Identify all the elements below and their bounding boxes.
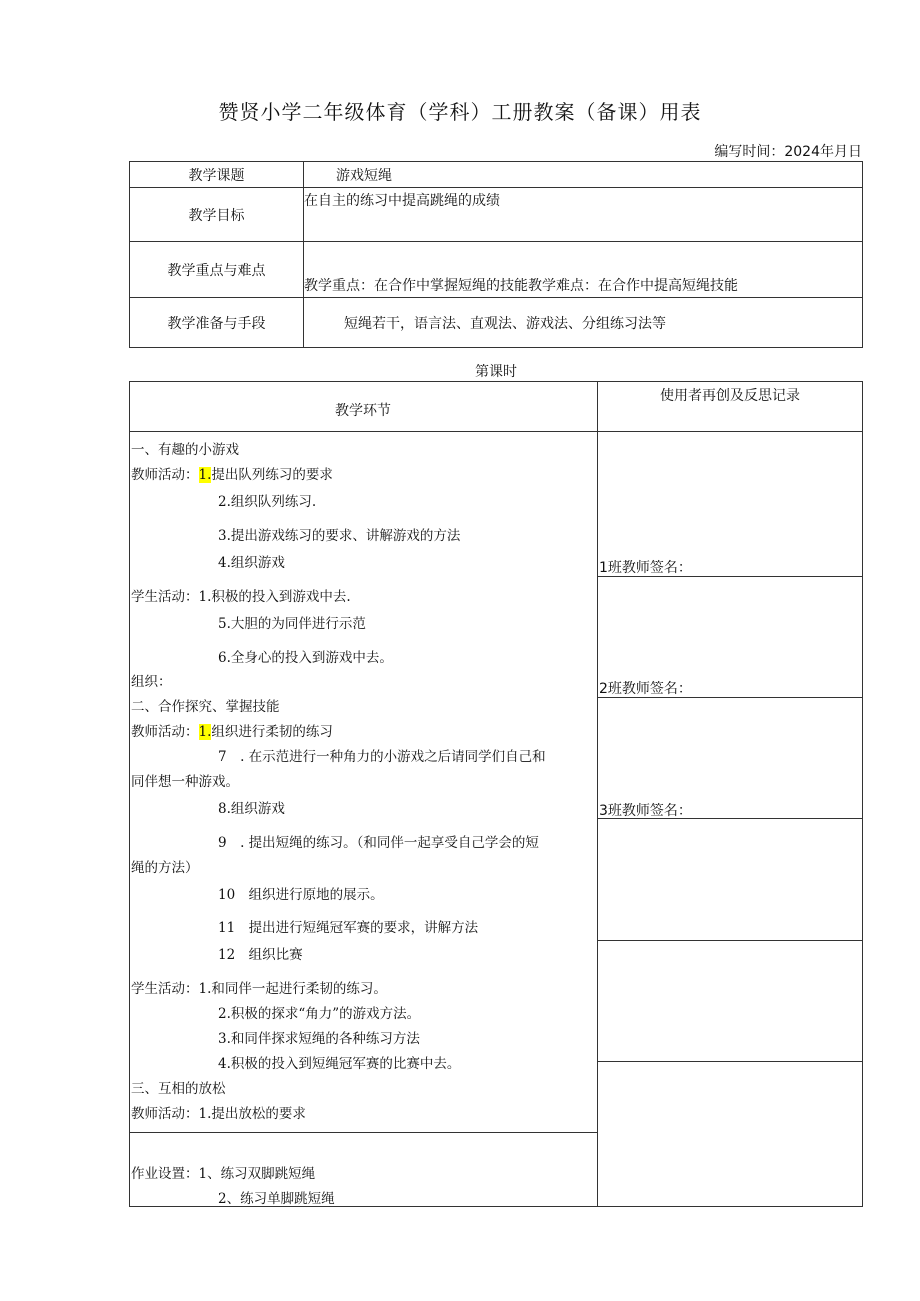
key-point-label: 教学重点： xyxy=(304,278,374,294)
student-activity-2-label: 学生活动： xyxy=(131,981,199,997)
organization-label: 组织： xyxy=(131,674,172,690)
teacher-activity-2-label: 教师活动： xyxy=(131,724,199,740)
frame-right xyxy=(862,381,863,1207)
student-activity-2-item-4: 4.积极的投入到短绳冠军赛的比赛中去。 xyxy=(218,1056,461,1072)
teacher-activity-2 xyxy=(131,720,333,740)
difficulty: 在合作中提高短绳技能 xyxy=(598,278,738,294)
column-divider xyxy=(597,381,598,1207)
reflect-divider-4 xyxy=(597,940,863,941)
student-activity-2-item-3: 3.和同伴探求短绳的各种练习方法 xyxy=(218,1031,420,1047)
student-activity-2 xyxy=(131,977,387,997)
homework-item-1: 1、练习双脚跳短绳 xyxy=(198,1166,316,1182)
prep-value: 短绳若干，语言法、直观法、游戏法、分组练习法等 xyxy=(304,298,863,348)
signature-class-3: 3班教师签名： xyxy=(599,803,692,819)
student-activity-2-item-2: 2.积极的探求“角力”的游戏方法。 xyxy=(218,1006,421,1022)
teacher-activity-2-item-11: 11 提出进行短绳冠军赛的要求，讲解方法 xyxy=(218,920,479,936)
page-title: 赞贤小学二年级体育（学科）工册教案（备课）用表 xyxy=(218,100,702,124)
teacher-activity-1-item-3: 3.提出游戏练习的要求、讲解游戏的方法 xyxy=(218,528,461,544)
signature-class-2: 2班教师签名： xyxy=(599,681,692,697)
key-label: 教学重点与难点 xyxy=(130,242,304,298)
section-1-heading: 一、有趣的小游戏 xyxy=(131,442,239,458)
student-activity-1-item-1: 1.积极的投入到游戏中去. xyxy=(198,589,351,605)
section-3-heading: 三、互相的放松 xyxy=(131,1081,226,1097)
highlight-number: 1. xyxy=(198,724,212,740)
homework xyxy=(131,1162,315,1182)
teacher-activity-2-item-8: 8.组织游戏 xyxy=(218,801,285,817)
teacher-activity-3 xyxy=(131,1102,306,1122)
student-activity-2-item-1: 1.和同伴一起进行柔韧的练习。 xyxy=(198,981,387,997)
teacher-activity-3-label: 教师活动： xyxy=(131,1106,199,1122)
teacher-activity-1-item-4: 4.组织游戏 xyxy=(218,555,285,571)
frame-left xyxy=(129,381,130,1207)
teacher-activity-2-item-9-cont: 绳的方法） xyxy=(131,860,199,876)
teacher-activity-3-item-1: 1.提出放松的要求 xyxy=(198,1106,306,1122)
student-activity-1-item-5: 5.大胆的为同伴进行示范 xyxy=(218,616,366,632)
teacher-activity-1-label: 教师活动： xyxy=(131,467,199,483)
goal-value: 在自主的练习中提高跳绳的成绩 xyxy=(304,188,863,242)
section-2-heading: 二、合作探究、掌握技能 xyxy=(131,699,280,715)
student-activity-1 xyxy=(131,585,351,605)
info-table xyxy=(129,161,863,348)
teacher-activity-1-item-1: 提出队列练习的要求 xyxy=(211,467,333,483)
homework-item-2: 2、练习单脚跳短绳 xyxy=(218,1191,335,1207)
highlight-number: 1. xyxy=(198,467,212,483)
header-divider xyxy=(129,431,863,432)
teacher-activity-2-item-1: 组织进行柔韧的练习 xyxy=(211,724,333,740)
teacher-activity-2-item-12: 12 组织比赛 xyxy=(218,947,303,963)
date-line: 编写时间：2024年月日 xyxy=(714,144,862,160)
prep-label: 教学准备与手段 xyxy=(130,298,304,348)
teacher-activity-2-item-7: 7 . 在示范进行一种角力的小游戏之后请同学们自己和 xyxy=(218,749,546,765)
reflect-divider-5 xyxy=(597,1061,863,1062)
student-activity-1-item-6: 6.全身心的投入到游戏中去。 xyxy=(218,650,393,666)
topic-value: 游戏短绳 xyxy=(304,162,863,188)
frame-top xyxy=(129,381,863,382)
teacher-activity-2-item-9: 9 . 提出短绳的练习。（和同伴一起享受自己学会的短 xyxy=(218,835,539,851)
signature-class-1: 1班教师签名： xyxy=(599,560,692,576)
topic-label: 教学课题 xyxy=(130,162,304,188)
period-label: 第课时 xyxy=(475,364,517,380)
difficulty-label: 教学难点： xyxy=(528,278,598,294)
homework-label: 作业设置： xyxy=(131,1166,199,1182)
key-point: 在合作中掌握短绳的技能 xyxy=(374,278,528,294)
teacher-activity-1-item-2: 2.组织队列练习. xyxy=(218,494,317,510)
goal-label: 教学目标 xyxy=(130,188,304,242)
column-header-left: 教学环节 xyxy=(335,403,391,419)
teacher-activity-1 xyxy=(131,463,333,483)
homework-divider xyxy=(129,1132,597,1133)
key-value xyxy=(304,242,863,298)
student-activity-1-label: 学生活动： xyxy=(131,589,199,605)
teacher-activity-2-item-10: 10 组织进行原地的展示。 xyxy=(218,887,384,903)
teacher-activity-2-item-7-cont: 同伴想一种游戏。 xyxy=(131,774,239,790)
column-header-right: 使用者再创及反思记录 xyxy=(660,388,800,404)
